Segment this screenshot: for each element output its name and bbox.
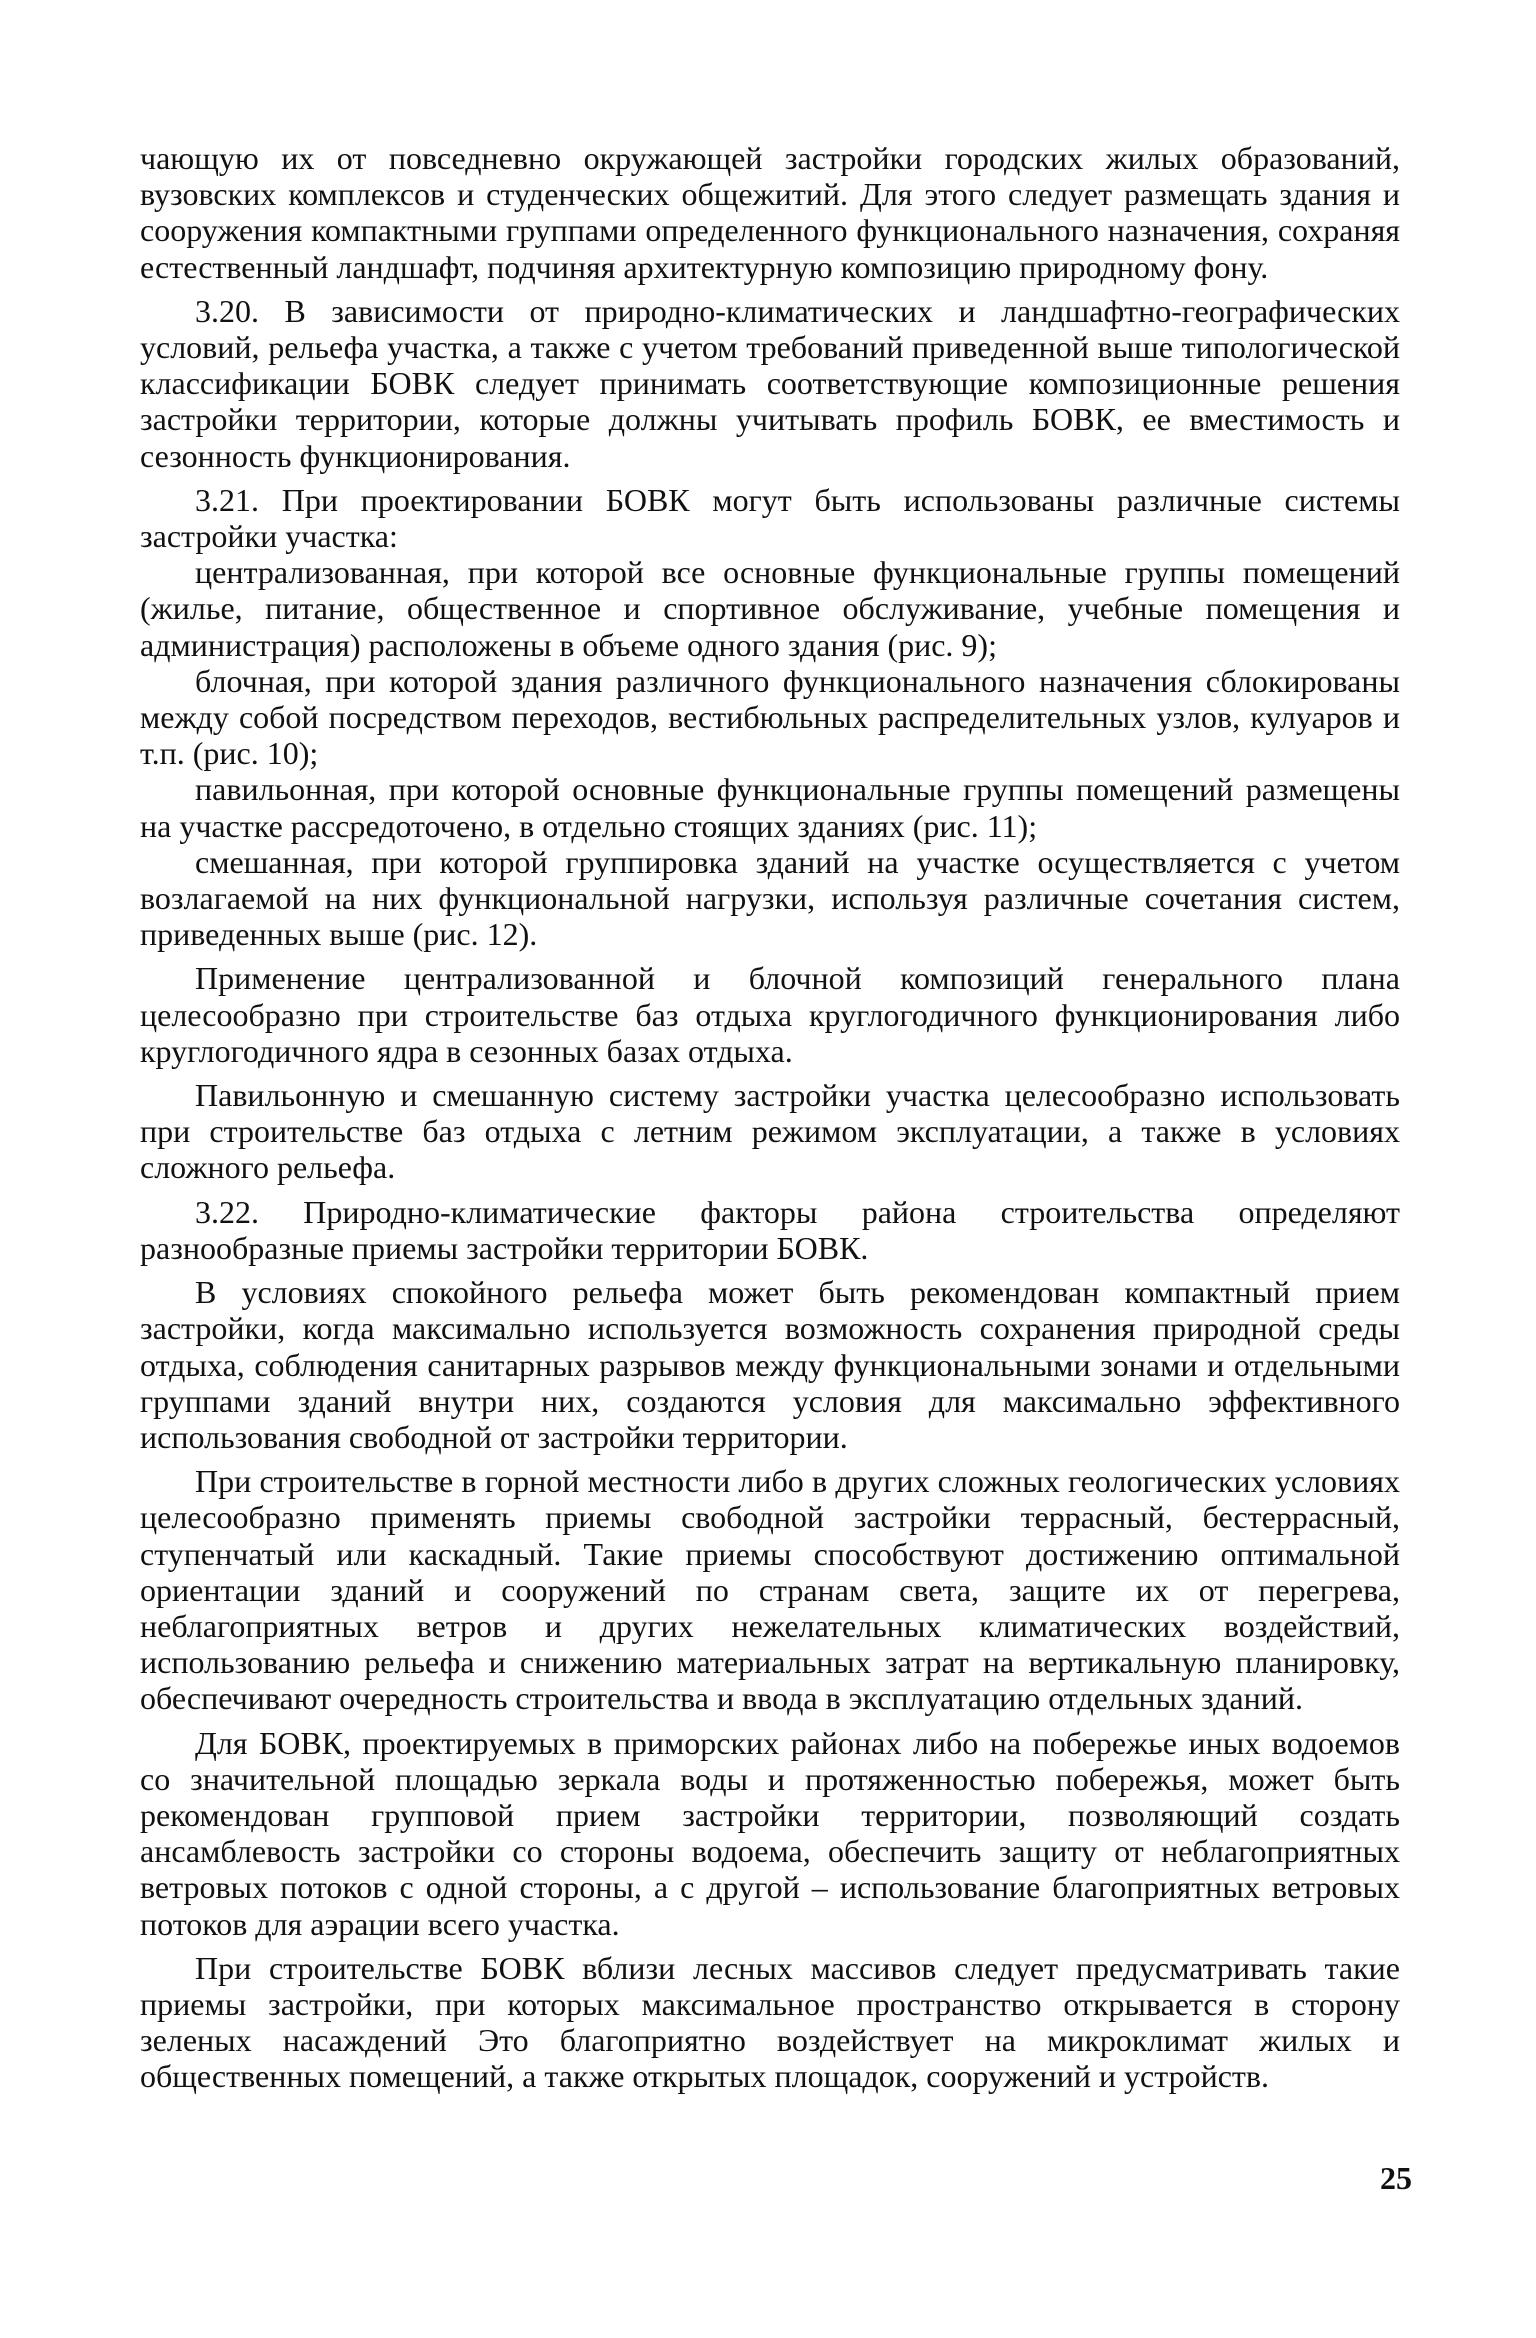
paragraph-centralized-system: централизованная, при которой все основные функциональные группы помещений (жилье, питание, общественное и спортивное обслуживание, учебные помещения и администрация) расположены в объеме одного здания (рис. 9); bbox=[140, 554, 1400, 663]
paragraph-3-20: 3.20. В зависимости от природно-климатических и ландшафтно-географических условий, рельефа участка, а также с учетом требований приведенной выше типологической классификации БОВК следует принимать соответствующие композиционные решения застройки территории, которые должны учитывать профиль БОВК, ее вместимость и сезонность функционирования. bbox=[140, 292, 1400, 474]
paragraph-centralized-block-application: Применение централизованной и блочной композиций генерального плана целесообразно при строительстве баз отдыха круглогодичного функционирования либо круглогодичного ядра в сезонных базах отдыха. bbox=[140, 960, 1400, 1069]
paragraph-mixed-system: смешанная, при которой группировка зданий на участке осуществляется с учетом возлагаемой на них функциональной нагрузки, используя различные сочетания систем, приведенных выше (рис. 12). bbox=[140, 843, 1400, 953]
paragraph-3-22: 3.22. Природно-климатические факторы района строительства определяют разнообразные приемы застройки территории БОВК. bbox=[140, 1193, 1400, 1266]
paragraph-intro-continuation: чающую их от повседневно окружающей застройки городских жилых образований, вузовских комплексов и студенческих общежитий. Для этого следует размещать здания и сооружения компактными группами определенного функционального назначения, сохраняя естественный ландшафт, подчиняя архитектурную композицию природному фону. bbox=[140, 140, 1400, 285]
paragraph-pavilion-mixed-application: Павильонную и смешанную систему застройки участка целесообразно использовать при строительстве баз отдыха с летним режимом эксплуатации, а также в условиях сложного рельефа. bbox=[140, 1077, 1400, 1186]
page-number: 25 bbox=[1380, 2160, 1412, 2196]
paragraph-calm-relief: В условиях спокойного рельефа может быть рекомендован компактный прием застройки, когда максимально используется возможность сохранения природной среды отдыха, соблюдения санитарных разрывов между функциональными зонами и отдельными группами зданий внутри них, создаются условия для максимально эффективного использования свободной от застройки территории. bbox=[140, 1274, 1400, 1455]
paragraph-forest-areas: При строительстве БОВК вблизи лесных массивов следует предусматривать такие приемы застройки, при которых максимальное пространство открывается в сторону зеленых насаждений Это благоприятно воздействует на микроклимат жилых и общественных помещений, а также открытых площадок, сооружений и устройств. bbox=[140, 1949, 1400, 2095]
paragraph-block-system: блочная, при которой здания различного функционального назначения сблокированы между собой посредством переходов, вестибюльных распределительных узлов, кулуаров и т.п. (рис. 10); bbox=[140, 662, 1400, 772]
paragraph-3-21: 3.21. При проектировании БОВК могут быть использованы различные системы застройки участка: bbox=[140, 481, 1400, 555]
paragraph-mountain-terrain: При строительстве в горной местности либо в других сложных геологических условиях целесообразно применять приемы свободной застройки террасный, бестеррасный, ступенчатый или каскадный. Такие приемы способствуют достижению оптимальной ориентации зданий и сооружений по странам света, защите их от перегрева, неблагоприятных ветров и других нежелательных климатических воздействий, использованию рельефа и снижению материальных затрат на вертикальную планировку, обеспечивают очередность строительства и ввода в эксплуатацию отдельных зданий. bbox=[140, 1463, 1400, 1717]
paragraph-seaside-areas: Для БОВК, проектируемых в приморских районах либо на побережье иных водоемов со значительной площадью зеркала воды и протяженностью побережья, может быть рекомендован групповой прием застройки территории, позволяющий создать ансамблевость застройки со стороны водоема, обеспечить защиту от неблагоприятных ветровых потоков с одной стороны, а с другой – использование благоприятных ветровых потоков для аэрации всего участка. bbox=[140, 1724, 1400, 1942]
paragraph-pavilion-system: павильонная, при которой основные функциональные группы помещений размещены на участке рассредоточено, в отдельно стоящих зданиях (рис. 11); bbox=[140, 771, 1400, 844]
document-body bbox=[140, 140, 1400, 2095]
